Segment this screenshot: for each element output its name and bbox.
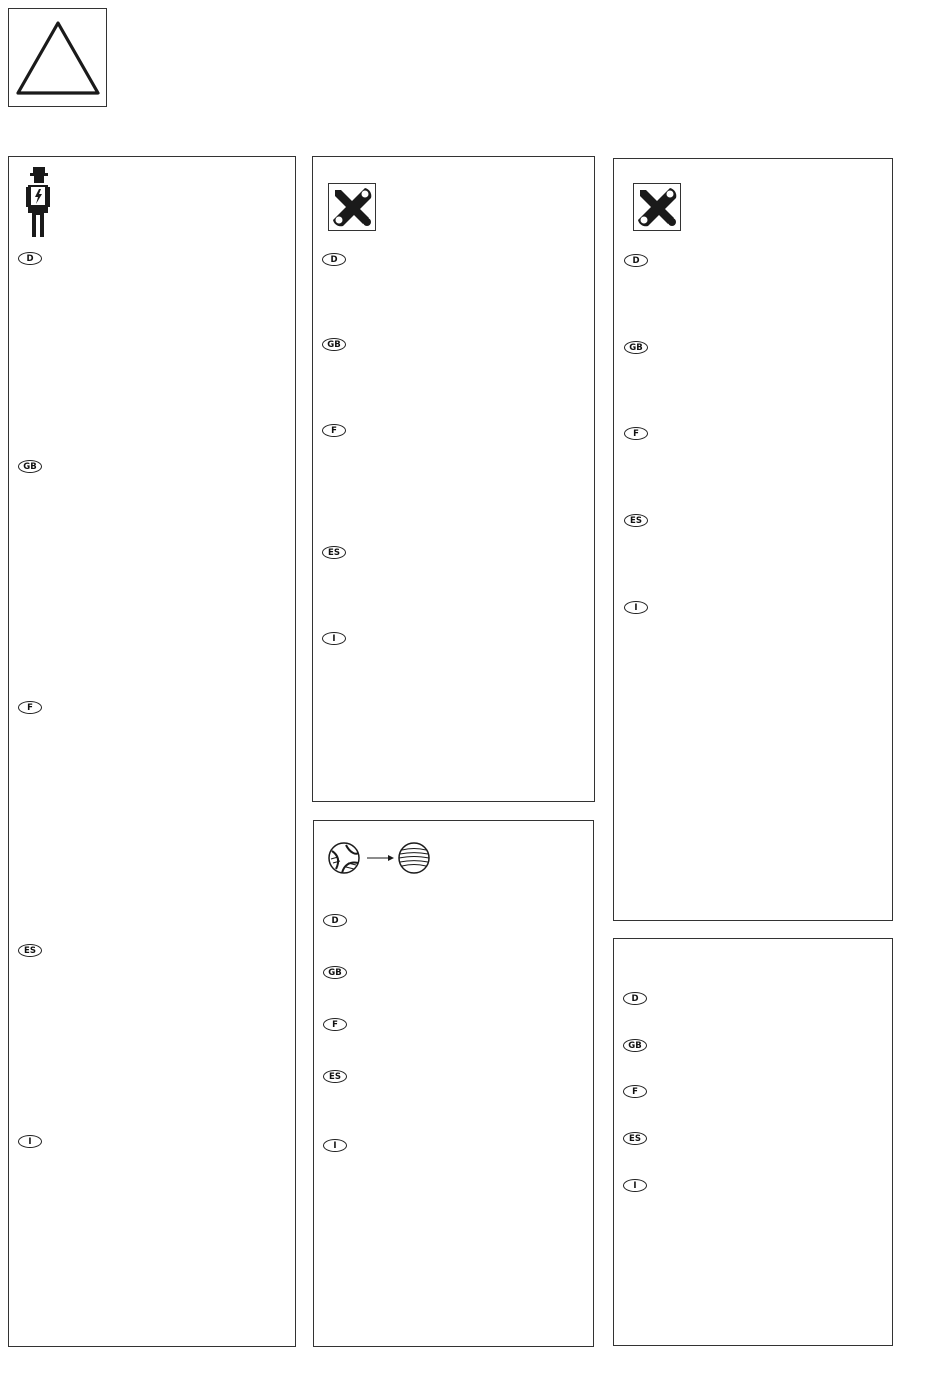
lang-badge-es: ES [623, 1132, 647, 1145]
lang-badge-i: I [18, 1135, 42, 1148]
lang-badge-d: D [322, 253, 346, 266]
ball-transition-icon [326, 841, 432, 875]
notes-section [613, 938, 893, 1346]
screwdriver-wrench-icon [328, 183, 376, 231]
lang-badge-f: F [624, 427, 648, 440]
lang-badge-i: I [323, 1139, 347, 1152]
electrician-icon [23, 165, 53, 239]
lang-badge-d: D [624, 254, 648, 267]
lang-badge-es: ES [323, 1070, 347, 1083]
electrician-section [8, 156, 296, 1347]
lang-badge-gb: GB [624, 341, 648, 354]
warning-box [8, 8, 107, 107]
lang-badge-gb: GB [323, 966, 347, 979]
lang-badge-f: F [323, 1018, 347, 1031]
lang-badge-f: F [623, 1085, 647, 1098]
lang-badge-es: ES [18, 944, 42, 957]
lang-badge-gb: GB [623, 1039, 647, 1052]
lang-badge-i: I [624, 601, 648, 614]
lang-badge-es: ES [624, 514, 648, 527]
lang-badge-d: D [623, 992, 647, 1005]
lang-badge-d: D [18, 252, 42, 265]
screwdriver-wrench-icon [633, 183, 681, 231]
lang-badge-gb: GB [18, 460, 42, 473]
maintenance-section-b [613, 158, 893, 921]
lang-badge-gb: GB [322, 338, 346, 351]
lang-badge-es: ES [322, 546, 346, 559]
lang-badge-d: D [323, 914, 347, 927]
lang-badge-i: I [623, 1179, 647, 1192]
lang-badge-f: F [18, 701, 42, 714]
ball-section [313, 820, 594, 1347]
warning-triangle-icon [14, 19, 102, 99]
lang-badge-f: F [322, 424, 346, 437]
lang-badge-i: I [322, 632, 346, 645]
maintenance-section-a [312, 156, 595, 802]
